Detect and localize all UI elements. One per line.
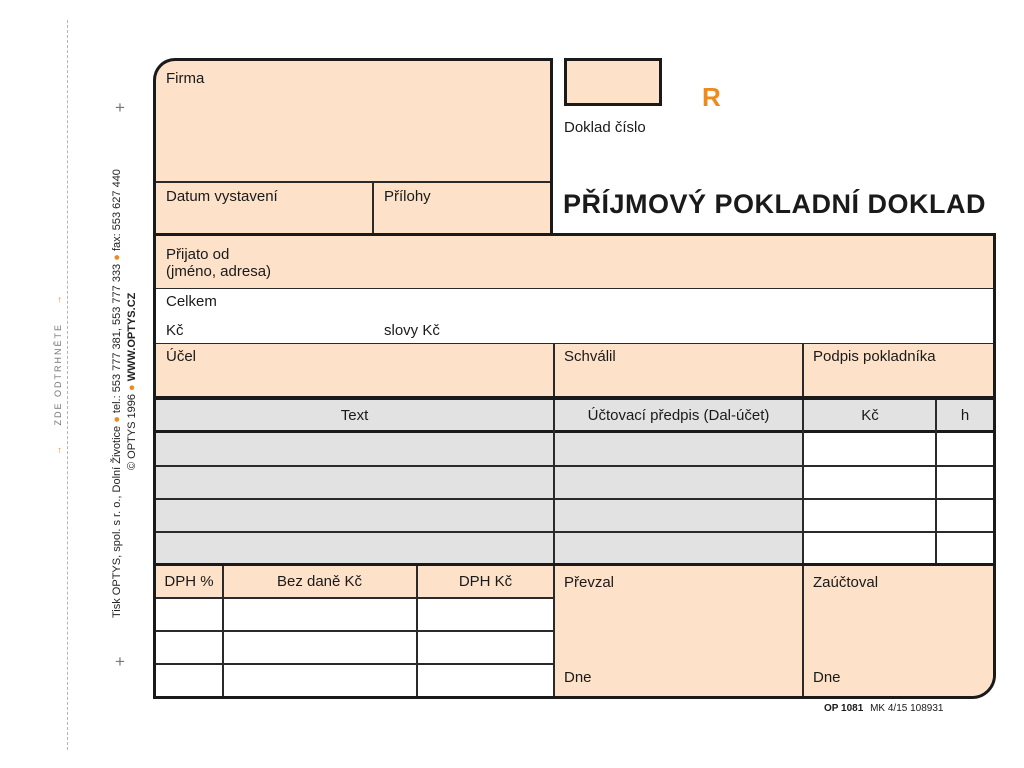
printer-web: © OPTYS 1996 ● WWW.OPTYS.CZ bbox=[126, 292, 138, 470]
dne-label: Dne bbox=[813, 669, 841, 686]
dph-percent-label: DPH % bbox=[164, 573, 214, 590]
table-row bbox=[156, 465, 993, 467]
prijato-od-field[interactable] bbox=[156, 236, 993, 288]
form-body bbox=[153, 233, 996, 699]
divider bbox=[222, 566, 224, 699]
col-header-h: h bbox=[960, 407, 970, 424]
datum-vystaveni-label: Datum vystavení bbox=[166, 188, 278, 205]
divider bbox=[553, 400, 555, 563]
arrow-icon: → bbox=[53, 293, 63, 305]
firma-field[interactable] bbox=[153, 58, 553, 236]
kc-label: Kč bbox=[166, 322, 184, 339]
page-title: PŘÍJMOVÝ POKLADNÍ DOKLAD bbox=[563, 189, 987, 219]
table-row bbox=[156, 531, 993, 533]
schvalil-label: Schválil bbox=[564, 348, 616, 365]
form-code: OP 1081 MK 4/15 108931 bbox=[824, 703, 944, 714]
podpis-pokladnika-label: Podpis pokladníka bbox=[813, 348, 936, 365]
col-header-uctovaci-predpis: Účtovací předpis (Dal-účet) bbox=[587, 407, 770, 424]
table-row bbox=[156, 663, 553, 665]
celkem-label: Celkem bbox=[166, 293, 217, 310]
firma-label: Firma bbox=[166, 70, 205, 87]
divider bbox=[802, 344, 804, 396]
celkem-field[interactable] bbox=[156, 289, 993, 343]
divider bbox=[156, 597, 553, 599]
zauctoval-label: Zaúčtoval bbox=[813, 574, 879, 591]
ucel-field[interactable] bbox=[156, 344, 553, 396]
printer-info: Tisk OPTYS, spol. s r. o., Dolní Životice ● tel.: 553 777 381, 553 777 333 ● fax: 553 627 440 bbox=[111, 169, 123, 618]
col-header-text: Text bbox=[340, 407, 369, 424]
prijato-od-sublabel: (jméno, adresa) bbox=[166, 263, 272, 280]
divider bbox=[553, 344, 555, 396]
doklad-cislo-label: Doklad číslo bbox=[564, 119, 646, 136]
divider bbox=[935, 400, 937, 563]
tear-line bbox=[67, 20, 68, 750]
table-row bbox=[156, 498, 993, 500]
registration-mark: + bbox=[115, 98, 125, 117]
prevzal-label: Převzal bbox=[564, 574, 615, 591]
slovy-kc-label: slovy Kč bbox=[384, 322, 440, 339]
divider bbox=[802, 400, 804, 563]
table-row bbox=[156, 630, 553, 632]
ucel-label: Účel bbox=[166, 348, 197, 365]
divider bbox=[553, 566, 555, 699]
dph-kc-label: DPH Kč bbox=[458, 573, 513, 590]
divider bbox=[416, 566, 418, 699]
bez-dane-label: Bez daně Kč bbox=[276, 573, 363, 590]
prilohy-label: Přílohy bbox=[384, 188, 431, 205]
vat-rows[interactable] bbox=[156, 597, 553, 699]
divider bbox=[156, 181, 550, 183]
registration-mark: + bbox=[115, 652, 125, 671]
col-header-kc: Kč bbox=[861, 407, 879, 424]
divider bbox=[802, 566, 804, 699]
cut-here-label: → ZDE ODTRHNĚTE → bbox=[53, 293, 63, 455]
doklad-cislo-field[interactable] bbox=[564, 58, 662, 106]
prijato-od-label: Přijato od bbox=[166, 246, 230, 263]
divider bbox=[372, 182, 374, 234]
arrow-icon: → bbox=[53, 444, 63, 455]
copy-mark: R bbox=[702, 82, 721, 112]
dne-label: Dne bbox=[564, 669, 592, 686]
